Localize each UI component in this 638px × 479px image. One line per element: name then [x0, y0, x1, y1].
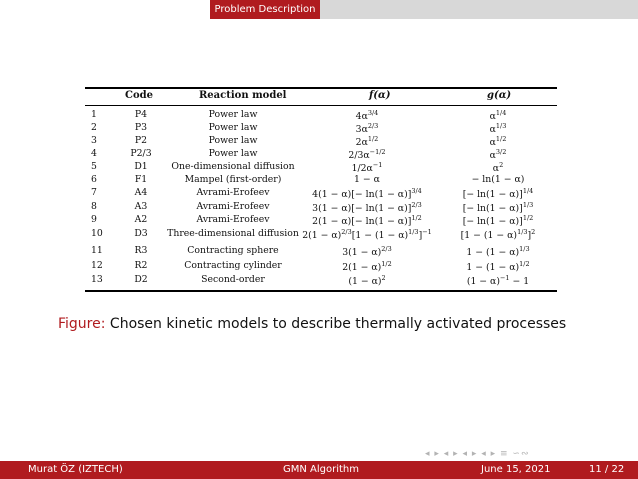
row-index: 9: [91, 214, 97, 225]
row-g: [− ln(1 − α)]$^{1/3}$: [462, 201, 534, 215]
row-model: Power law: [208, 122, 258, 133]
table-top-rule: [85, 87, 557, 89]
row-model: Power law: [208, 109, 258, 120]
col-header-code: Code: [125, 90, 153, 101]
row-model: Power law: [208, 135, 258, 146]
table-row: [79, 109, 563, 122]
footer-bar: [0, 461, 638, 479]
row-f: $2/3\alpha^{-1/2}$: [348, 148, 386, 162]
row-code: A2: [134, 214, 148, 225]
row-g: − ln(1 − α): [471, 174, 525, 185]
row-model: Second-order: [201, 274, 265, 285]
row-index: 2: [91, 122, 97, 133]
table-row: [79, 201, 563, 214]
row-code: P2/3: [130, 148, 152, 159]
beamer-nav-icons[interactable]: ◂ ▸ ◂ ▸ ◂ ▸ ◂ ▸ ≡ ∽∾: [425, 449, 530, 459]
table-row: [79, 274, 563, 287]
row-g: $\alpha^2$: [492, 161, 504, 175]
table-row: [79, 260, 563, 273]
row-code: A4: [134, 187, 148, 198]
row-f: 1 − α: [354, 174, 380, 185]
col-header-model: Reaction model: [199, 90, 287, 101]
row-g: $1 - (1 - \alpha)^{1/3}$: [466, 245, 530, 259]
row-code: D3: [134, 228, 148, 239]
table-row: [79, 161, 563, 174]
row-code: R3: [134, 245, 148, 256]
row-code: F1: [134, 174, 148, 185]
figure-caption: [58, 316, 566, 332]
row-g: $\alpha^{1/2}$: [489, 135, 507, 149]
col-header-g: g(α): [487, 90, 512, 101]
row-index: 7: [91, 187, 97, 198]
row-code: D1: [134, 161, 148, 172]
row-index: 13: [91, 274, 103, 285]
row-model: Three-dimensional diffusion: [167, 228, 299, 239]
row-code: P4: [134, 109, 148, 120]
row-code: P2: [134, 135, 148, 146]
section-title[interactable]: Problem Description: [210, 0, 320, 19]
row-f: $2(1 - \alpha)[- \ln(1 - \alpha)]^{1/2}$: [312, 214, 422, 228]
row-code: R2: [134, 260, 148, 271]
row-f: $4(1 - \alpha)[- \ln(1 - \alpha)]^{3/4}$: [312, 187, 422, 201]
row-model: Avrami-Erofeev: [196, 187, 270, 198]
row-model: One-dimensional diffusion: [171, 161, 295, 172]
footer-page: 11 / 22: [589, 464, 625, 475]
row-code: P3: [134, 122, 148, 133]
row-index: 8: [91, 201, 97, 212]
row-index: 4: [91, 148, 97, 159]
header-left: [0, 0, 210, 19]
table-row: [79, 214, 563, 227]
footer-author: Murat ÖZ (IZTECH): [28, 464, 123, 475]
table-header-rule: [85, 105, 557, 106]
table-row: [79, 148, 563, 161]
row-g: $1 - (1 - \alpha)^{1/2}$: [466, 260, 530, 274]
row-index: 6: [91, 174, 97, 185]
row-index: 5: [91, 161, 97, 172]
row-f: $3(1 - \alpha)^{2/3}$: [342, 245, 392, 259]
caption-text: Chosen kinetic models to describe thermally activated processes: [109, 316, 567, 332]
table-row: [79, 228, 563, 241]
table-row: [79, 245, 563, 258]
row-g: $\alpha^{1/4}$: [489, 109, 507, 123]
header-bar: [0, 0, 638, 19]
row-f: $2\alpha^{1/2}$: [355, 135, 379, 149]
header-right: [320, 0, 638, 19]
row-model: Power law: [208, 148, 258, 159]
row-code: D2: [134, 274, 148, 285]
row-g: [− ln(1 − α)]$^{1/4}$: [462, 187, 534, 201]
row-g: $[1 - (1 - \alpha)^{1/3}]^2$: [460, 228, 536, 242]
row-f: $(1 - \alpha)^2$: [348, 274, 386, 288]
row-index: 11: [91, 245, 103, 256]
row-g: $(1 - \alpha)^{-1} - 1$: [466, 274, 530, 288]
footer-title: GMN Algorithm: [283, 464, 360, 475]
row-g: [− ln(1 − α)]$^{1/2}$: [462, 214, 534, 228]
row-f: $3\alpha^{2/3}$: [355, 122, 379, 136]
caption-label: Figure:: [58, 316, 106, 332]
row-model: Avrami-Erofeev: [196, 201, 270, 212]
table-bottom-rule: [85, 290, 557, 292]
row-g: $\alpha^{1/3}$: [489, 122, 507, 136]
row-f: $1/2\alpha^{-1}$: [351, 161, 383, 175]
row-model: Avrami-Erofeev: [196, 214, 270, 225]
row-index: 10: [91, 228, 103, 239]
row-g: $\alpha^{3/2}$: [489, 148, 507, 162]
row-index: 3: [91, 135, 97, 146]
footer-date: June 15, 2021: [481, 464, 551, 475]
row-code: A3: [134, 201, 148, 212]
kinetic-models-table: [79, 83, 563, 294]
row-f: $2(1 - \alpha)^{2/3}[1 - (1 - \alpha)^{1/3}]^{-1}$: [302, 228, 432, 242]
row-index: 12: [91, 260, 103, 271]
row-f: $3(1 - \alpha)[- \ln(1 - \alpha)]^{2/3}$: [312, 201, 422, 215]
row-model: Mampel (first-order): [184, 174, 282, 185]
table-row: [79, 122, 563, 135]
row-f: $2(1 - \alpha)^{1/2}$: [342, 260, 392, 274]
row-model: Contracting cylinder: [184, 260, 282, 271]
table-row: [79, 187, 563, 200]
row-index: 1: [91, 109, 97, 120]
col-header-f: f(α): [369, 90, 391, 101]
row-f: $4\alpha^{3/4}$: [355, 109, 379, 123]
table-row: [79, 135, 563, 148]
row-model: Contracting sphere: [187, 245, 279, 256]
table-row: [79, 174, 563, 187]
